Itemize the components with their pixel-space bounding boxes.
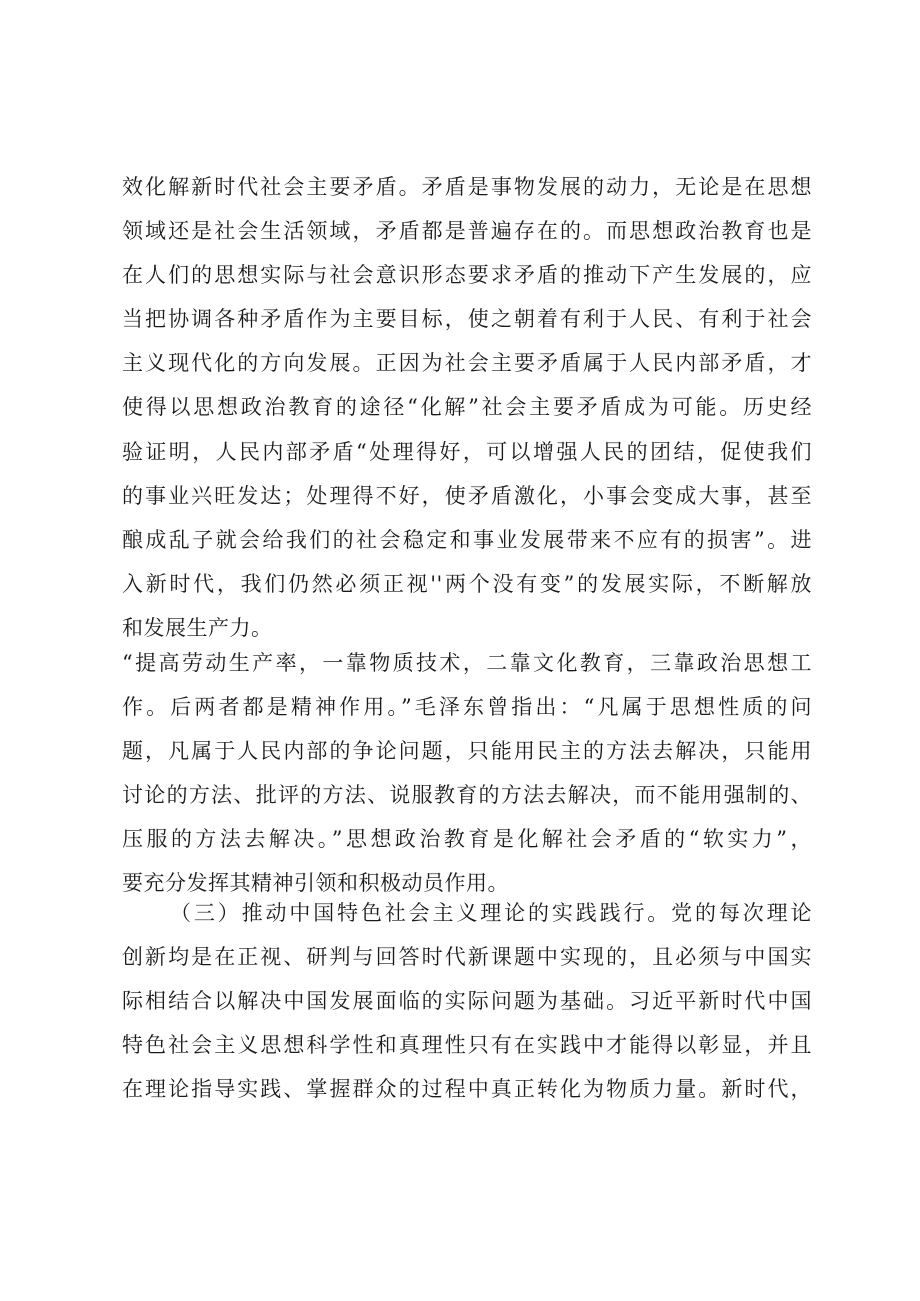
section-heading-line: （三）推动中国特色社会主义理论的实践践行。党的每次理论 xyxy=(170,901,812,925)
text-line: 和发展生产力。 xyxy=(122,615,273,640)
paragraph-quotation xyxy=(122,641,812,906)
text-line: 验证明，人民内部矛盾“处理得好，可以增强人民的团结，促使我们 xyxy=(122,439,812,464)
paragraph-section-three xyxy=(122,891,812,1111)
text-line: 题，凡属于人民内部的争论问题，只能用民主的方法去解决，只能用 xyxy=(122,739,812,764)
text-line: 作。后两者都是精神作用。”毛泽东曾指出：“凡属于思想性质的问 xyxy=(122,695,812,720)
text-line: 领域还是社会生活领域，矛盾都是普遍存在的。而思想政治教育也是 xyxy=(122,219,812,244)
text-line: 入新时代，我们仍然必须正视''两个没有变”的发展实际，不断解放 xyxy=(122,571,812,596)
text-line: 主义现代化的方向发展。正因为社会主要矛盾属于人民内部矛盾，才 xyxy=(122,351,812,376)
text-line: 创新均是在正视、研判与回答时代新课题中实现的，且必须与中国实 xyxy=(122,945,812,970)
paragraph-contradictions xyxy=(122,165,812,650)
text-line: 要充分发挥其精神引领和积极动员作用。 xyxy=(122,871,509,896)
text-line: 特色社会主义思想科学性和真理性只有在实践中才能得以彰显，并且 xyxy=(122,1033,812,1058)
text-line: 当把协调各种矛盾作为主要目标，使之朝着有利于人民、有利于社会 xyxy=(122,307,812,332)
text-line: “提高劳动生产率，一靠物质技术，二靠文化教育，三靠政治思想工 xyxy=(122,651,812,675)
text-line: 使得以思想政治教育的途径“化解”社会主要矛盾成为可能。历史经 xyxy=(122,395,812,420)
text-line: 讨论的方法、批评的方法、说服教育的方法去解决，而不能用强制的、 xyxy=(122,783,812,808)
text-line: 效化解新时代社会主要矛盾。矛盾是事物发展的动力，无论是在思想 xyxy=(122,175,812,199)
text-line: 的事业兴旺发达；处理得不好，使矛盾激化，小事会变成大事，甚至 xyxy=(122,483,812,508)
text-line: 压服的方法去解决。”思想政治教育是化解社会矛盾的“软实力”， xyxy=(122,827,812,852)
text-line: 在人们的思想实际与社会意识形态要求矛盾的推动下产生发展的，应 xyxy=(122,263,812,288)
text-line: 在理论指导实践、掌握群众的过程中真正转化为物质力量。新时代， xyxy=(122,1077,812,1102)
text-line: 际相结合以解决中国发展面临的实际问题为基础。习近平新时代中国 xyxy=(122,989,812,1014)
text-line: 酿成乱子就会给我们的社会稳定和事业发展带来不应有的损害”。进 xyxy=(122,527,812,552)
